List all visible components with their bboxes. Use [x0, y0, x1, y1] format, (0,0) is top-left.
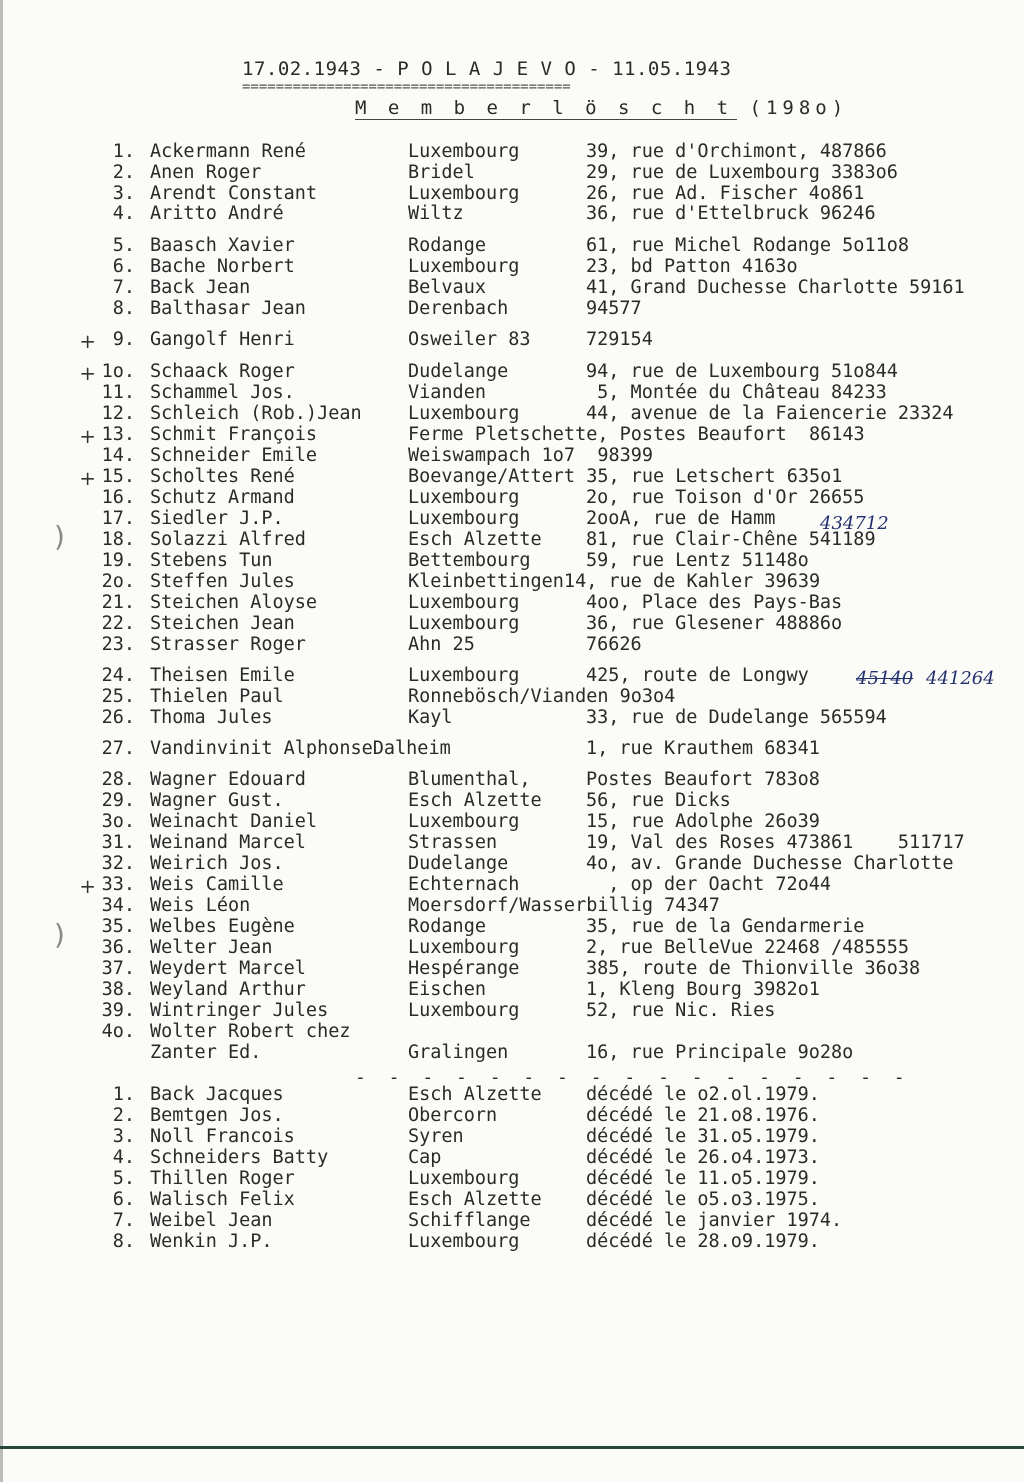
member-address: 81, rue Clair-Chêne 541189	[586, 529, 876, 550]
member-name: Anen Roger	[150, 162, 262, 183]
member-number: 35.	[101, 916, 135, 937]
deceased-name: Schneiders Batty	[150, 1147, 329, 1168]
member-name: Schmit François	[150, 424, 318, 445]
member-address: 33, rue de Dudelange 565594	[586, 707, 887, 728]
member-name: Zanter Ed.	[150, 1042, 262, 1063]
member-number: 9.	[112, 329, 135, 350]
footer-rule	[0, 1446, 1024, 1449]
member-town: Weiswampach 1o7 98399	[408, 445, 654, 466]
title-double-rule: =======================================	[242, 79, 571, 95]
member-row	[0, 958, 1024, 980]
deceased-name: Bemtgen Jos.	[150, 1105, 284, 1126]
member-number: 31.	[101, 832, 135, 853]
member-town: Luxembourg	[408, 613, 520, 634]
member-address: 16, rue Principale 9o28o	[586, 1042, 854, 1063]
member-town: Bettembourg	[408, 550, 531, 571]
member-name: Balthasar Jean	[150, 298, 306, 319]
member-number: 6.	[112, 256, 135, 277]
member-row	[0, 738, 1024, 760]
member-address: 1, rue Krauthem 68341	[586, 738, 820, 759]
member-name: Schammel Jos.	[150, 382, 295, 403]
deceased-row	[0, 1168, 1024, 1190]
member-town: Luxembourg	[408, 256, 520, 277]
handwritten-struck-number: 45140	[856, 668, 914, 689]
member-address: 385, route de Thionville 36o38	[586, 958, 921, 979]
deceased-name: Walisch Felix	[150, 1189, 295, 1210]
member-town: Gralingen	[408, 1042, 509, 1063]
deceased-town: Schifflange	[408, 1210, 531, 1231]
member-address: 4o, av. Grande Duchesse Charlotte	[586, 853, 954, 874]
member-address: 44, avenue de la Faiencerie 23324	[586, 403, 954, 424]
member-number: 29.	[101, 790, 135, 811]
member-row	[0, 592, 1024, 614]
deceased-number: 5.	[112, 1168, 135, 1189]
member-town: Osweiler 83	[408, 329, 531, 350]
member-name: Stebens Tun	[150, 550, 273, 571]
member-town: Luxembourg	[408, 1000, 520, 1021]
deceased-number: 8.	[112, 1231, 135, 1252]
deceased-town: Luxembourg	[408, 1231, 520, 1252]
member-number: 36.	[101, 937, 135, 958]
member-address: 2ooA, rue de Hamm	[586, 508, 776, 529]
member-number: 24.	[101, 665, 135, 686]
member-name: Thoma Jules	[150, 707, 273, 728]
member-town: Ferme Pletschette, Postes Beaufort 86143	[408, 424, 865, 445]
member-address: 94, rue de Luxembourg 51o844	[586, 361, 898, 382]
member-row	[0, 487, 1024, 509]
member-row	[0, 769, 1024, 791]
member-name: Aritto André	[150, 203, 284, 224]
punch-hole-mark: )	[54, 520, 65, 553]
member-number: 23.	[101, 634, 135, 655]
deceased-row	[0, 1084, 1024, 1106]
member-row	[0, 298, 1024, 320]
deceased-cross-mark: +	[79, 466, 96, 490]
member-town: Derenbach	[408, 298, 509, 319]
deceased-town: Cap	[408, 1147, 442, 1168]
member-address: 56, rue Dicks	[586, 790, 731, 811]
member-address: Postes Beaufort 783o8	[586, 769, 820, 790]
member-name: Back Jean	[150, 277, 251, 298]
member-row	[0, 183, 1024, 205]
member-name: Theisen Emile	[150, 665, 295, 686]
member-address: 59, rue Lentz 51148o	[586, 550, 809, 571]
member-number: 11.	[101, 382, 135, 403]
deceased-town: Obercorn	[408, 1105, 498, 1126]
member-name: Steichen Jean	[150, 613, 295, 634]
member-address: 729154	[586, 329, 653, 350]
member-row	[0, 277, 1024, 299]
member-address: 35, rue de la Gendarmerie	[586, 916, 865, 937]
deceased-name: Wenkin J.P.	[150, 1231, 273, 1252]
member-address: 36, rue Glesener 48886o	[586, 613, 843, 634]
member-number: 37.	[101, 958, 135, 979]
member-name: Schleich (Rob.)Jean	[150, 403, 362, 424]
member-address: 19, Val des Roses 473861 511717	[586, 832, 965, 853]
member-town: Vianden	[408, 382, 486, 403]
member-address: 23, bd Patton 4163o	[586, 256, 798, 277]
member-name: Schaack Roger	[150, 361, 295, 382]
member-address: 41, Grand Duchesse Charlotte 59161	[586, 277, 965, 298]
member-name: Weinacht Daniel	[150, 811, 318, 832]
member-name: Ackermann René	[150, 141, 306, 162]
member-row	[0, 874, 1024, 896]
deceased-number: 7.	[112, 1210, 135, 1231]
member-number: 28.	[101, 769, 135, 790]
member-number: 8.	[112, 298, 135, 319]
member-name: Weirich Jos.	[150, 853, 284, 874]
deceased-name: Noll Francois	[150, 1126, 295, 1147]
member-name: Wagner Gust.	[150, 790, 284, 811]
member-number: 32.	[101, 853, 135, 874]
member-town: Luxembourg	[408, 508, 520, 529]
member-address: 61, rue Michel Rodange 5o11o8	[586, 235, 910, 256]
member-name: Welter Jean	[150, 937, 273, 958]
member-row	[0, 141, 1024, 163]
deceased-name: Thillen Roger	[150, 1168, 295, 1189]
member-row	[0, 937, 1024, 959]
deceased-date-note: décédé le 31.o5.1979.	[586, 1126, 820, 1147]
member-name: Siedler J.P.	[150, 508, 284, 529]
member-address: 5, Montée du Château 84233	[586, 382, 887, 403]
member-town: Luxembourg	[408, 403, 520, 424]
member-number: 15.	[101, 466, 135, 487]
deceased-date-note: décédé le o5.o3.1975.	[586, 1189, 820, 1210]
member-town: Strassen	[408, 832, 498, 853]
member-address: 29, rue de Luxembourg 3383o6	[586, 162, 898, 183]
document-subtitle: M e m b e r l ö s c h t (198o)	[355, 97, 849, 119]
member-town: Dudelange	[408, 853, 509, 874]
member-number: 13.	[101, 424, 135, 445]
deceased-town: Syren	[408, 1126, 464, 1147]
deceased-cross-mark: +	[79, 329, 96, 353]
member-name: Arendt Constant	[150, 183, 318, 204]
member-town: Luxembourg	[408, 937, 520, 958]
member-name: Welbes Eugène	[150, 916, 295, 937]
member-number: 21.	[101, 592, 135, 613]
member-number: 38.	[101, 979, 135, 1000]
member-row	[0, 329, 1024, 351]
member-town: Kayl	[408, 707, 453, 728]
deceased-date-note: décédé le 11.o5.1979.	[586, 1168, 820, 1189]
member-number: 25.	[101, 686, 135, 707]
member-name: Bache Norbert	[150, 256, 295, 277]
member-town: Luxembourg	[408, 665, 520, 686]
member-row	[0, 1021, 1024, 1043]
member-town: Blumenthal,	[408, 769, 531, 790]
member-name: Baasch Xavier	[150, 235, 295, 256]
member-name: Schneider Emile	[150, 445, 318, 466]
member-number: 33.	[101, 874, 135, 895]
member-row	[0, 361, 1024, 383]
member-number: 27.	[101, 738, 135, 759]
deceased-cross-mark: +	[79, 424, 96, 448]
member-address: 39, rue d'Orchimont, 487866	[586, 141, 887, 162]
member-row	[0, 853, 1024, 875]
member-row	[0, 979, 1024, 1001]
member-address: 15, rue Adolphe 26o39	[586, 811, 820, 832]
member-address: 94577	[586, 298, 642, 319]
member-town: Esch Alzette	[408, 790, 542, 811]
member-town: Luxembourg	[408, 487, 520, 508]
member-number: 16.	[101, 487, 135, 508]
deceased-number: 2.	[112, 1105, 135, 1126]
member-town: Luxembourg	[408, 592, 520, 613]
member-number: 4o.	[101, 1021, 135, 1042]
member-number: 19.	[101, 550, 135, 571]
member-number: 26.	[101, 707, 135, 728]
member-row	[0, 634, 1024, 656]
member-row	[0, 916, 1024, 938]
deceased-row	[0, 1126, 1024, 1148]
member-town: Rodange	[408, 916, 486, 937]
member-row	[0, 466, 1024, 488]
deceased-row	[0, 1147, 1024, 1169]
member-row	[0, 424, 1024, 446]
member-number: 4.	[112, 203, 135, 224]
member-name: Wintringer Jules	[150, 1000, 329, 1021]
member-name: Weyland Arthur	[150, 979, 306, 1000]
deceased-number: 1.	[112, 1084, 135, 1105]
member-row	[0, 811, 1024, 833]
member-number: 22.	[101, 613, 135, 634]
member-town: Echternach	[408, 874, 520, 895]
member-number: 34.	[101, 895, 135, 916]
member-town: Luxembourg	[408, 141, 520, 162]
deceased-row	[0, 1231, 1024, 1253]
member-address: 2o, rue Toison d'Or 26655	[586, 487, 865, 508]
member-town: Ahn 25	[408, 634, 475, 655]
member-town: Boevange/Attert 35, rue Letschert 635o1	[408, 466, 843, 487]
member-address: 26, rue Ad. Fischer 4o861	[586, 183, 865, 204]
deceased-date-note: décédé le 28.o9.1979.	[586, 1231, 820, 1252]
member-name: Weydert Marcel	[150, 958, 306, 979]
member-town: Esch Alzette	[408, 529, 542, 550]
deceased-date-note: décédé le o2.ol.1979.	[586, 1084, 820, 1105]
handwritten-phone-siedler: 434712	[820, 513, 889, 534]
member-name: Weinand Marcel	[150, 832, 306, 853]
deceased-cross-mark: +	[79, 361, 96, 385]
member-name: Schutz Armand	[150, 487, 295, 508]
deceased-row	[0, 1189, 1024, 1211]
member-address: 4oo, Place des Pays-Bas	[586, 592, 843, 613]
member-town: Belvaux	[408, 277, 486, 298]
member-number: 3.	[112, 183, 135, 204]
member-town: Luxembourg	[408, 183, 520, 204]
member-row	[0, 613, 1024, 635]
member-row	[0, 162, 1024, 184]
member-row	[0, 445, 1024, 467]
member-address: 2, rue BelleVue 22468 /485555	[586, 937, 910, 958]
deceased-town: Esch Alzette	[408, 1189, 542, 1210]
member-number: 14.	[101, 445, 135, 466]
member-town: Hespérange	[408, 958, 520, 979]
member-name: Vandinvinit AlphonseDalheim	[150, 738, 451, 759]
member-name: Steffen Jules	[150, 571, 295, 592]
member-address: , op der Oacht 72o44	[586, 874, 832, 895]
deceased-town: Esch Alzette	[408, 1084, 542, 1105]
section-separator: - - - - - - - - - - - - - - - - -	[355, 1067, 911, 1088]
member-number: 7.	[112, 277, 135, 298]
member-number: 1.	[112, 141, 135, 162]
member-name: Strasser Roger	[150, 634, 306, 655]
deceased-row	[0, 1210, 1024, 1232]
deceased-name: Weibel Jean	[150, 1210, 273, 1231]
member-row	[0, 1042, 1024, 1064]
member-row	[0, 1000, 1024, 1022]
member-town: Bridel	[408, 162, 475, 183]
member-address: 52, rue Nic. Ries	[586, 1000, 776, 1021]
deceased-date-note: décédé le 21.o8.1976.	[586, 1105, 820, 1126]
deceased-date-note: décédé le 26.o4.1973.	[586, 1147, 820, 1168]
member-name: Weis Léon	[150, 895, 251, 916]
member-name: Weis Camille	[150, 874, 284, 895]
member-address: 425, route de Longwy	[586, 665, 809, 686]
member-town: Luxembourg	[408, 811, 520, 832]
deceased-number: 4.	[112, 1147, 135, 1168]
member-row	[0, 235, 1024, 257]
deceased-number: 6.	[112, 1189, 135, 1210]
member-town: Rodange	[408, 235, 486, 256]
member-row	[0, 707, 1024, 729]
member-name: Scholtes René	[150, 466, 295, 487]
member-number: 1o.	[101, 361, 135, 382]
deceased-town: Luxembourg	[408, 1168, 520, 1189]
member-town: Wiltz	[408, 203, 464, 224]
member-number: 18.	[101, 529, 135, 550]
member-row	[0, 571, 1024, 593]
member-number: 17.	[101, 508, 135, 529]
member-address: 36, rue d'Ettelbruck 96246	[586, 203, 876, 224]
member-number: 39.	[101, 1000, 135, 1021]
member-name: Solazzi Alfred	[150, 529, 306, 550]
member-number: 2o.	[101, 571, 135, 592]
member-town: Moersdorf/Wasserbillig 74347	[408, 895, 720, 916]
deceased-row	[0, 1105, 1024, 1127]
member-name: Wagner Edouard	[150, 769, 306, 790]
handwritten-phone-theisen: 441264	[926, 668, 995, 689]
member-row	[0, 832, 1024, 854]
deceased-number: 3.	[112, 1126, 135, 1147]
member-number: 5.	[112, 235, 135, 256]
member-row	[0, 403, 1024, 425]
member-name: Steichen Aloyse	[150, 592, 318, 613]
member-number: 2.	[112, 162, 135, 183]
subtitle-underline	[355, 119, 737, 120]
deceased-name: Back Jacques	[150, 1084, 284, 1105]
member-row	[0, 256, 1024, 278]
member-town: Kleinbettingen14, rue de Kahler 39639	[408, 571, 821, 592]
member-name: Wolter Robert chez	[150, 1021, 351, 1042]
member-address: 76626	[586, 634, 642, 655]
member-town: Ronnebösch/Vianden 9o3o4	[408, 686, 676, 707]
member-row	[0, 790, 1024, 812]
member-number: 12.	[101, 403, 135, 424]
member-row	[0, 550, 1024, 572]
deceased-cross-mark: +	[79, 874, 96, 898]
member-number: 3o.	[101, 811, 135, 832]
member-row	[0, 203, 1024, 225]
member-town: Dudelange	[408, 361, 509, 382]
member-name: Thielen Paul	[150, 686, 284, 707]
member-address: 1, Kleng Bourg 3982o1	[586, 979, 820, 1000]
member-town: Eischen	[408, 979, 486, 1000]
deceased-date-note: décédé le janvier 1974.	[586, 1210, 843, 1231]
member-row	[0, 895, 1024, 917]
member-name: Gangolf Henri	[150, 329, 295, 350]
document-title: 17.02.1943 - P O L A J E V O - 11.05.1943	[242, 58, 732, 80]
member-row	[0, 382, 1024, 404]
punch-hole-mark: )	[54, 918, 65, 951]
